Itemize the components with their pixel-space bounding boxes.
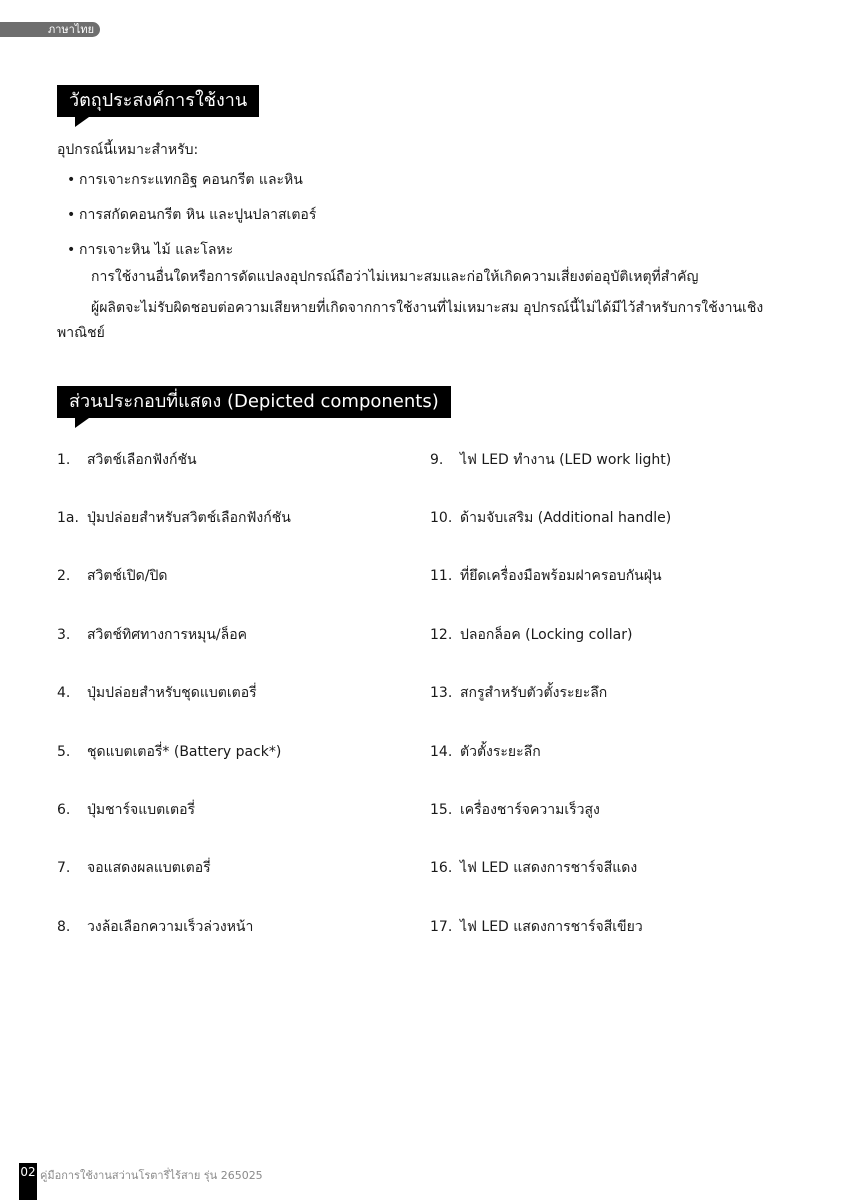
page-number: 02 <box>20 1165 36 1179</box>
component-item: 11. ที่ยึดเครื่องมือพร้อมฝาครอบกันฝุ่น <box>430 568 662 584</box>
component-item: 16. ไฟ LED แสดงการชาร์จสีแดง <box>430 860 638 876</box>
footer-doc-title: คู่มือการใช้งานสว่านโรตารี่ไร้สาย รุ่น 265025 <box>40 1169 263 1182</box>
component-item: 13. สกรูสำหรับตัวตั้งระยะลึก <box>430 685 608 701</box>
purpose-bullet: • การเจาะหิน ไม้ และโลหะ <box>67 242 234 258</box>
component-item: 5. ชุดแบตเตอรี่* (Battery pack*) <box>57 744 282 760</box>
language-tab: ภาษาไทย <box>0 22 100 37</box>
heading-pointer <box>75 117 89 127</box>
components-heading-text: ส่วนประกอบที่แสดง (Depicted components) <box>69 391 439 412</box>
purpose-bullet: • การสกัดคอนกรีต หิน และปูนปลาสเตอร์ <box>67 207 317 223</box>
purpose-bullet: • การเจาะกระแทกอิฐ คอนกรีต และหิน <box>67 172 303 188</box>
component-item: 14. ตัวตั้งระยะลึก <box>430 744 541 760</box>
purpose-paragraph: ผู้ผลิตจะไม่รับผิดชอบต่อความเสียหายที่เกิดจากการใช้งานที่ไม่เหมาะสม อุปกรณ์นี้ไม่ได้มีไว้สำหรับการใช้งานเชิงพาณิชย์ <box>57 300 764 341</box>
component-item: 12. ปลอกล็อค (Locking collar) <box>430 627 633 643</box>
component-item: 17. ไฟ LED แสดงการชาร์จสีเขียว <box>430 919 643 935</box>
component-item: 3. สวิตช์ทิศทางการหมุน/ล็อค <box>57 627 247 643</box>
components-heading <box>57 386 451 418</box>
heading-pointer <box>75 418 89 428</box>
purpose-heading-text: วัตถุประสงค์การใช้งาน <box>69 90 248 111</box>
component-item: 10. ด้ามจับเสริม (Additional handle) <box>430 510 672 526</box>
purpose-lead: อุปกรณ์นี้เหมาะสำหรับ: <box>57 142 199 158</box>
component-item: 7. จอแสดงผลแบตเตอรี่ <box>57 860 211 876</box>
component-item: 1. สวิตช์เลือกฟังก์ชัน <box>57 452 197 468</box>
component-item: 9. ไฟ LED ทำงาน (LED work light) <box>430 452 672 468</box>
component-item: 8. วงล้อเลือกความเร็วล่วงหน้า <box>57 919 254 935</box>
purpose-paragraph: การใช้งานอื่นใดหรือการดัดแปลงอุปกรณ์ถือว่าไม่เหมาะสมและก่อให้เกิดความเสี่ยงต่ออุบัติเหตุที่สำคัญ <box>91 269 699 285</box>
component-item: 2. สวิตช์เปิด/ปิด <box>57 568 168 584</box>
component-item: 6. ปุ่มชาร์จแบตเตอรี่ <box>57 802 196 818</box>
component-item: 1a. ปุ่มปล่อยสำหรับสวิตช์เลือกฟังก์ชัน <box>57 510 291 526</box>
purpose-heading <box>57 85 259 117</box>
component-item: 4. ปุ่มปล่อยสำหรับชุดแบตเตอรี่ <box>57 685 257 701</box>
component-item: 15. เครื่องชาร์จความเร็วสูง <box>430 802 600 818</box>
